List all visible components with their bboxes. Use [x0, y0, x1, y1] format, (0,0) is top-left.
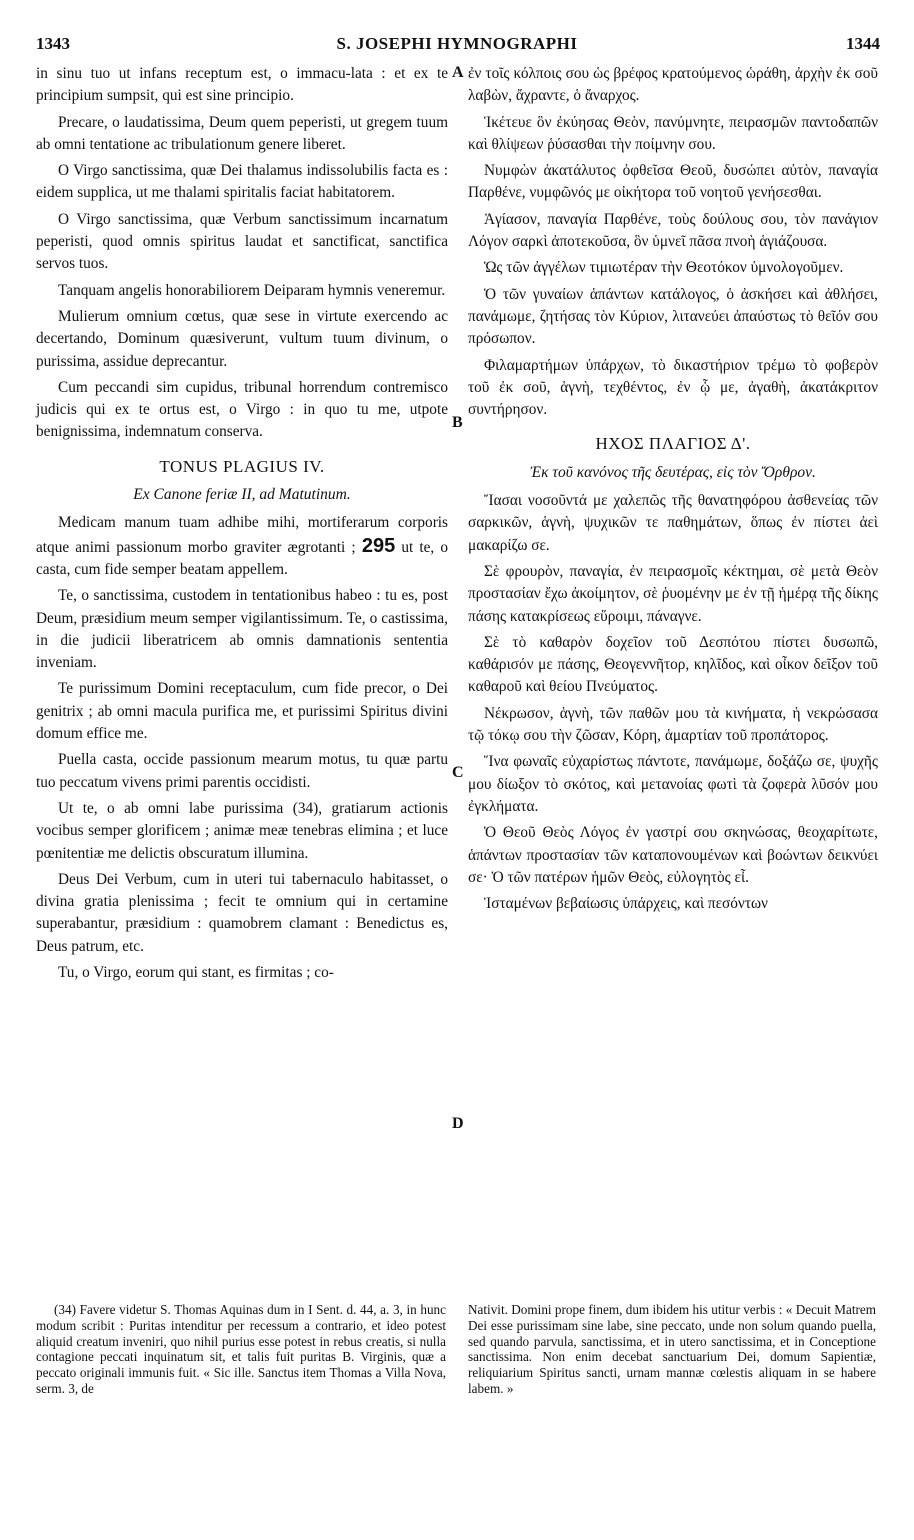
margin-letter-a: A	[452, 64, 464, 81]
greek-paragraph: Σὲ τὸ καθαρὸν δοχεῖον τοῦ Δεσπότου πίστει δυσωπῶ, καθάρισόν με πάσης, Θεογεννῆτορ, κηλῖδος, καὶ οἶκον δεῖξον τοῦ καθαροῦ καὶ θείου Πνεύματος.	[468, 633, 878, 696]
greek-paragraph: Ἱσταμένων βεβαίωσις ὑπάρχεις, καὶ πεσόντων	[484, 895, 768, 913]
page-number-left: 1343	[36, 34, 70, 53]
greek-paragraph: Ὁ τῶν γυναίων ἁπάντων κατάλογος, ὁ ἀσκήσει καὶ ἀθλήσει, πανάμωμε, ζητήσας τὸν Κύριον, λιτανεύει ἀπαύστως τὸ θεῖόν σου πρόσωπον.	[468, 285, 878, 348]
greek-paragraph: Νέκρωσον, ἁγνὴ, τῶν παθῶν μου τὰ κινήματα, ἡ νεκρώσασα τῷ τόκῳ σου τὴν ζῶσαν, Κόρη, ἁμαρτίαν τοῦ προπάτορος.	[468, 704, 878, 745]
latin-paragraph: O Virgo sanctissima, quæ Verbum sanctissimum incarnatum peperisti, quod omnis spiritus laudat et sanctificat, sanctifica servos tuos.	[36, 210, 448, 273]
greek-paragraph: Ἁγίασον, παναγία Παρθένε, τοὺς δούλους σου, τὸν πανάγιον Λόγον σαρκὶ ἀποτεκοῦσα, ὃν ὑμνεῖ πᾶσα πνοὴ ἁγιάζουσα.	[468, 210, 878, 251]
latin-section-subtitle: Ex Canone feriæ II, ad Matutinum.	[133, 486, 351, 504]
latin-column	[36, 63, 448, 984]
greek-paragraph: ἐν τοῖς κόλποις σου ὡς βρέφος κρατούμενος ὡράθη, ἀρχὴν ἐκ σοῦ λαβὼν, ἄχραντε, ὁ ἄναρχος.	[468, 65, 878, 105]
greek-paragraph: Νυμφὼν ἀκατάλυτος ὀφθεῖσα Θεοῦ, δυσώπει αὐτὸν, παναγία Παρθένε, νυμφῶνός με οἰκήτορα τοῦ νοητοῦ γενήσεσθαι.	[468, 162, 878, 202]
latin-paragraph: in sinu tuo ut infans receptum est, o immacu-lata : et ex te principium sumpsit, qui est sine principio.	[36, 65, 448, 105]
greek-paragraph: Ὡς τῶν ἀγγέλων τιμιωτέραν τὴν Θεοτόκον ὑμνολογοῦμεν.	[484, 259, 844, 277]
footnote-right	[468, 1302, 876, 1397]
latin-paragraph: Deus Dei Verbum, cum in uteri tui tabernaculo habitasset, o divina gratia plenissima ; fecit te omnium qui in certamine superabantur, præsidium : quamobrem clamant : Benedictus es, Deus patrum, etc.	[36, 870, 448, 955]
greek-paragraph: Φιλαμαρτήμων ὑπάρχων, τὸ δικαστήριον τρέμω τὸ φοβερὸν τοῦ ἐκ σοῦ, ἁγνὴ, τεχθέντος, ἐν ᾧ με, ἀγαθὴ, ἀκατάκριτον συντήρησον.	[468, 356, 878, 419]
page-header	[34, 34, 880, 60]
greek-column	[468, 63, 878, 915]
latin-paragraph: Precare, o laudatissima, Deum quem peperisti, ut gregem tuum ab omni tentatione ac tribulationum genere liberet.	[36, 113, 448, 153]
latin-paragraph: Te purissimum Domini receptaculum, cum fide precor, o Dei genitrix ; ab omni macula purifica me, et purissimi Spiritus divini domum effice me.	[36, 680, 448, 743]
latin-paragraph: Te, o sanctissima, custodem in tentationibus habeo : tu es, post Deum, præsidium meum semper vigilantissimum. Te, o castissima, in die judicii liberatricem ab omnis damnationis sententia inveniam.	[36, 587, 448, 672]
footnote-text: (34) Favere videtur S. Thomas Aquinas dum in I Sent. d. 44, a. 3, in hunc modum scribit : Puritas intenditur per recessum a contrario, et ideo potest aliquid creatum inveniri, quo nihil purius esse potest in rebus creatis, si nulla contagione peccati inquinatum sit, et talis fuit puritas B. Virginis, quæ a peccato originali immunis fuit. « Sic ille. Sanctus item Thomas a Villa Nova, serm. 3, de	[36, 1302, 446, 1396]
latin-paragraph: O Virgo sanctissima, quæ Dei thalamus indissolubilis facta es : eidem supplica, ut me thalami spiritalis faciat habitatorem.	[36, 162, 448, 202]
footnote-text: Nativit. Domini prope finem, dum ibidem his utitur verbis : « Decuit Matrem Dei esse purissimam sine labe, sine peccato, unde non solum quando puella, sed quando parvula, sanctissima, et in utero sanctissima, et in Conceptione sanctissima. Non enim decebat sanctuarium Dei, domum Sapientiæ, reliquiarium Spiritus sancti, urnam mannæ cœlestis aliquam in se habere labem. »	[468, 1302, 876, 1396]
running-title: S. JOSEPHI HYMNOGRAPHI	[336, 34, 578, 53]
margin-letter-c: C	[452, 764, 464, 781]
latin-text: ut te, o casta, cum fide semper beatam appellem.	[36, 538, 449, 578]
latin-text: Medicam manum tuam adhibe mihi, mortiferarum corporis atque animi passionum morbo graviter ægrotanti ;	[36, 514, 448, 556]
greek-paragraph: Σὲ φρουρὸν, παναγία, ἐν πειρασμοῖς κέκτημαι, σὲ μετὰ Θεὸν προστασίαν ἔχω ἀκοίμητον, σὲ ῥυομένην με ἐν τῇ ἡμέρᾳ τῆς δίκης πάσης κατακρίσεως εὕροιμι, πάναγνε.	[468, 562, 878, 625]
footnote-left	[36, 1302, 446, 1397]
latin-paragraph: Puella casta, occide passionum mearum motus, tu quæ partu tuo peccatum vivens primi parentis occidisti.	[36, 751, 448, 791]
greek-paragraph: Ὁ Θεοῦ Θεὸς Λόγος ἐν γαστρί σου σκηνώσας, θεοχαρίτωτε, ἁπάντων προστασίαν τῶν καταπονουμένων καὶ βοώντων δεικνύει σε· Ὁ τῶν πατέρων ἡμῶν Θεὸς, εὐλογητὸς εἶ.	[468, 824, 878, 886]
greek-paragraph: Ἱκέτευε ὃν ἐκύησας Θεὸν, πανύμνητε, πειρασμῶν παντοδαπῶν καὶ θλίψεων ῥύσασθαι τὴν ποίμνην σου.	[468, 113, 878, 153]
latin-section-title: TONUS PLAGIUS IV.	[159, 456, 325, 476]
latin-paragraph: Tu, o Virgo, eorum qui stant, es firmitas ; co-	[58, 963, 334, 981]
margin-letter-b: B	[452, 414, 463, 431]
column-marker: 295	[361, 534, 396, 557]
greek-paragraph: Ἵνα φωναῖς εὐχαρίστως πάντοτε, πανάμωμε, δοξάζω σε, ψυχῆς μου δίωξον τὸ σκότος, καὶ μετανοίας φωτὶ τὰ ζοφερὰ λῦσόν μου ἐγκλήματα.	[468, 753, 878, 815]
page-number-right: 1344	[846, 34, 880, 53]
latin-paragraph: Ut te, o ab omni labe purissima (34), gratiarum actionis vocibus semper glorificem ; animæ meæ tenebras elimina ; et luce pœnitentiæ me delictis obscuratum illumina.	[36, 799, 448, 862]
latin-paragraph: Tanquam angelis honorabiliorem Deiparam hymnis veneremur.	[58, 281, 446, 299]
latin-paragraph: Mulierum omnium cœtus, quæ sese in virtute exercendo ac decertando, Dominum quæsiverunt, vultum tuum divinum, o purissima, assidue deprecantur.	[36, 307, 448, 370]
greek-section-subtitle: Ἐκ τοῦ κανόνος τῆς δευτέρας, εἰς τὸν Ὄρθρον.	[530, 463, 816, 481]
greek-section-title: ΗΧΟΣ ΠΛΑΓΙΟΣ Δ'.	[595, 434, 751, 454]
margin-letter-d: D	[452, 1115, 464, 1132]
latin-paragraph	[36, 512, 448, 581]
greek-paragraph: Ἴασαι νοσοῦντά με χαλεπῶς τῆς θανατηφόρου ἀσθενείας τῶν σαρκικῶν, ἁγνὴ, ψυχικῶν τε παθημάτων, ὅπως ἐν πίστει ἀεὶ μακαρίζω σε.	[468, 492, 878, 554]
latin-paragraph: Cum peccandi sim cupidus, tribunal horrendum contremisco judicis qui ex te ortus est, o Virgo : in quo tu me, utpote benignissima, indemnatum conserva.	[36, 378, 448, 441]
